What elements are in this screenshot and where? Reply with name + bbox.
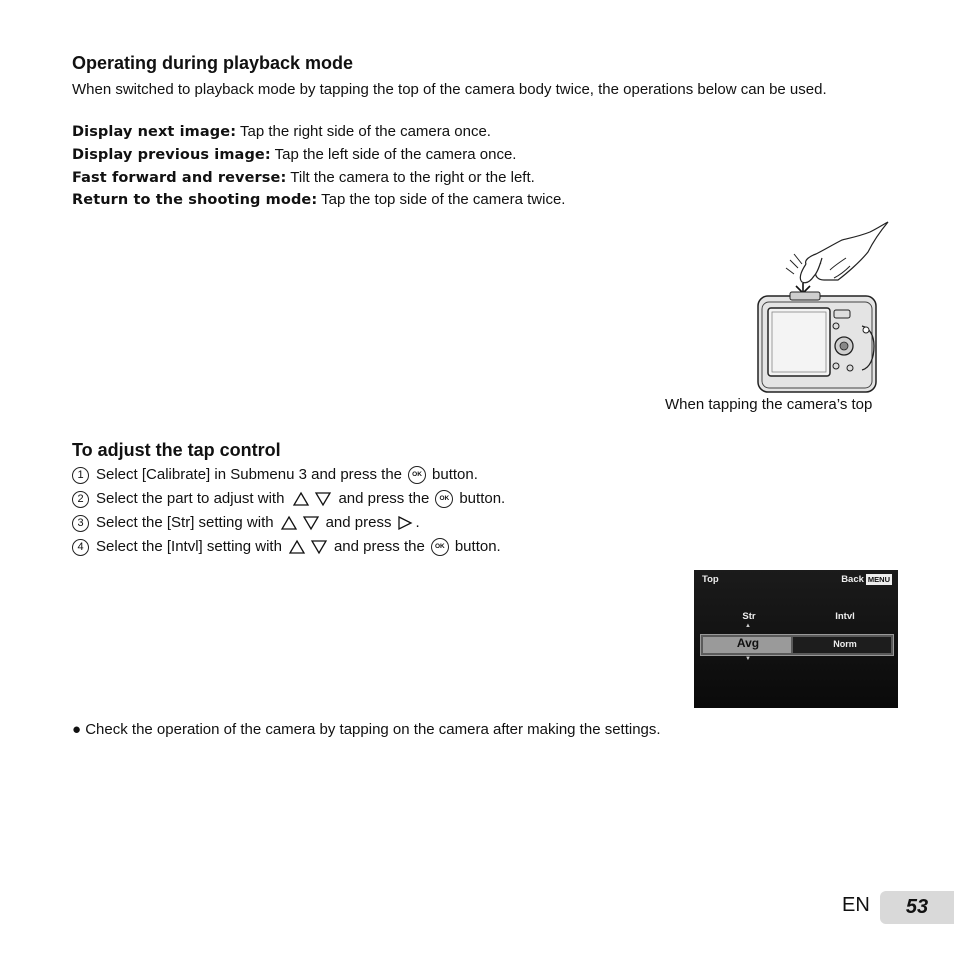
- down-arrow-icon: [314, 491, 332, 507]
- step-text: button.: [454, 538, 501, 555]
- step-text: Select the [Str] setting with: [96, 514, 274, 531]
- step-number: 1: [72, 467, 89, 484]
- up-arrow-icon: [288, 539, 306, 555]
- down-arrow-icon: [302, 515, 320, 531]
- down-arrow-icon: [310, 539, 328, 555]
- ok-button-icon: OK: [408, 466, 426, 484]
- step-text: .: [415, 514, 420, 531]
- step-4: [72, 535, 501, 559]
- camera-menu-screen: [694, 570, 898, 708]
- menu-button-icon: MENU: [867, 575, 890, 584]
- screen-back-label: [841, 574, 892, 585]
- section-title-playback: Operating during playback mode: [72, 53, 354, 73]
- item-return-shooting: [72, 189, 565, 211]
- camera-tap-illustration: [750, 218, 895, 396]
- ok-button-icon: OK: [435, 490, 453, 508]
- section-title-tap-control: To adjust the tap control: [72, 440, 281, 460]
- screen-top-label: Top: [702, 574, 719, 585]
- up-arrow-icon: [292, 491, 310, 507]
- step-text: button.: [432, 466, 478, 483]
- item-text: Tap the left side of the camera once.: [270, 146, 517, 163]
- step-number: 4: [72, 539, 89, 556]
- step-text: and press the: [338, 490, 430, 507]
- step-text: and press the: [333, 538, 425, 555]
- right-arrow-icon: [397, 515, 413, 531]
- scroll-down-icon: ▼: [745, 656, 751, 662]
- item-text: Tilt the camera to the right or the left.: [286, 169, 535, 186]
- item-label: Fast forward and reverse:: [72, 170, 287, 186]
- step-1: [72, 463, 478, 487]
- item-previous-image: [72, 144, 516, 166]
- step-2: [72, 487, 505, 511]
- item-next-image: [72, 121, 491, 143]
- step-text: Select the part to adjust with: [96, 490, 285, 507]
- item-label: Return to the shooting mode:: [72, 192, 318, 208]
- ok-button-icon: OK: [431, 538, 449, 556]
- back-text: Back: [841, 574, 864, 586]
- step-text: button.: [459, 490, 506, 507]
- item-label: Display next image:: [72, 124, 237, 140]
- item-label: Display previous image:: [72, 147, 271, 163]
- page-number: 53: [880, 891, 954, 924]
- item-text: Tap the top side of the camera twice.: [317, 191, 566, 208]
- scroll-up-icon: ▲: [745, 623, 751, 629]
- screen-value-avg: Avg: [736, 636, 760, 650]
- step-3: [72, 511, 420, 535]
- item-text: Tap the right side of the camera once.: [236, 123, 491, 140]
- screen-value-norm: Norm: [833, 639, 857, 649]
- step-number: 3: [72, 515, 89, 532]
- illustration-caption: When tapping the camera’s top: [665, 396, 873, 413]
- up-arrow-icon: [280, 515, 298, 531]
- screen-col-str: Str: [742, 611, 756, 622]
- step-text: and press: [325, 514, 392, 531]
- step-text: Select the [Intvl] setting with: [96, 538, 282, 555]
- playback-intro: When switched to playback mode by tapping the top of the camera body twice, the operations below can be used.: [72, 81, 827, 98]
- item-fast-forward: [72, 167, 535, 189]
- step-number: 2: [72, 491, 89, 508]
- screen-col-intvl: Intvl: [835, 611, 855, 622]
- check-note: ● Check the operation of the camera by tapping on the camera after making the settings.: [72, 721, 661, 738]
- step-text: Select [Calibrate] in Submenu 3 and press the: [96, 466, 403, 483]
- language-label: EN: [842, 894, 870, 916]
